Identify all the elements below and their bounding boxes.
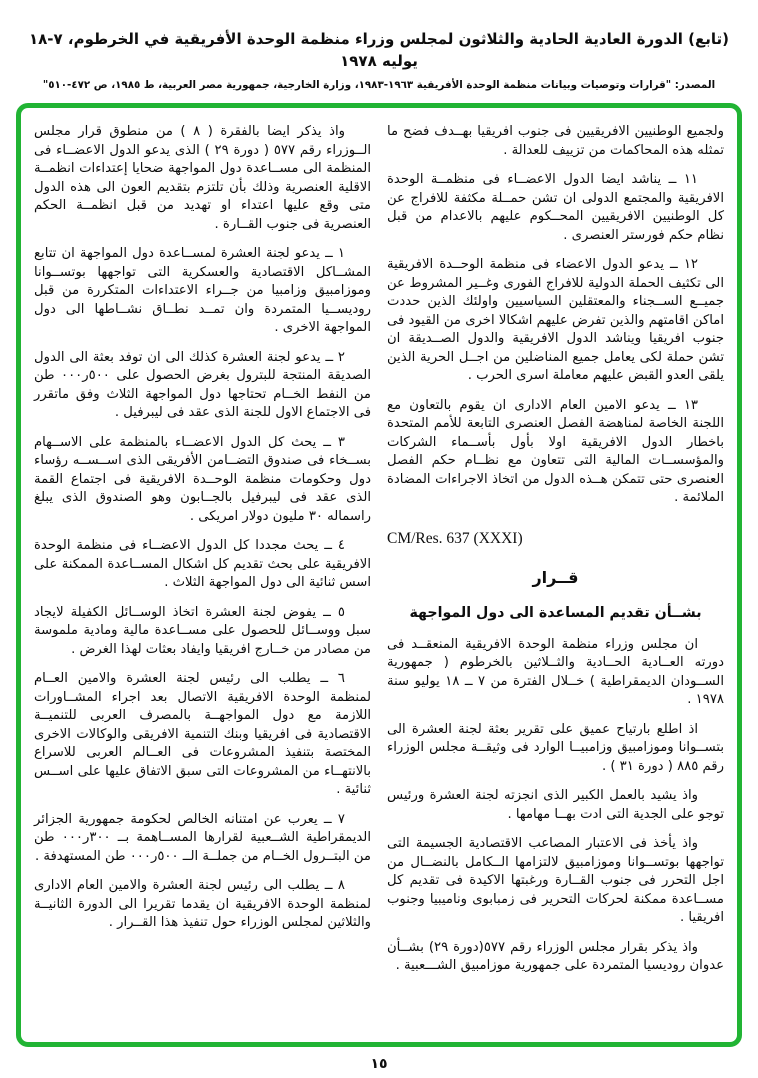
resolution-reference: CM/Res. 637 (XXXI): [387, 529, 523, 547]
paragraph-item-2: ٢ ــ يدعو لجنة العشرة كذلك الى ان توفد بعثة الى الدول الصديقة المنتجة للبترول بغرض الحصول على ٥٠٠ر٠٠٠ طن من النفط الخــام تحتاجها دول المواجهة الثلاث وفق ماتقرر فى الاجتماع الاول للجنة الذى عقد فى ليبرفيل .: [34, 349, 371, 420]
session-title: (تابع) الدورة العادية الحادية والثلاثون لمجلس وزراء منظمة الوحدة الأفريقية في الخرطوم، ٧-١٨ يوليه ١٩٧٨: [28, 30, 730, 70]
paragraph-continuation: ولجميع الوطنيين الافريقيين فى جنوب افريقيا بهــدف فضح ما تمثله هذه المحاكمات من تزييف للعدالة .: [387, 124, 724, 158]
content-frame: [16, 103, 742, 1047]
page-footer: [0, 1056, 758, 1072]
paragraph-item-8: ٨ ــ يطلب الى رئيس لجنة العشرة والامين العام الادارى لمنظمة الوحدة الافريقية ان يقدما تقريرا الى الدورة الثانيــة والثلاثين لمجلس الوزراء حول تنفيذ هذا القــرار .: [34, 878, 371, 930]
paragraph-preamble-1: ان مجلس وزراء منظمة الوحدة الافريقية المنعقــد فى دورته العــادية الحــادية والثــلاثين بالخرطوم ( جمهورية الســودان الديمقراطية ) خــلال الفترة من ٧ ــ ١٨ يوليو سنة ١٩٧٨ .: [387, 636, 724, 707]
column-right: [387, 123, 724, 1032]
column-left: [34, 123, 371, 1032]
paragraph-preamble-6: واذ يذكر ايضا بالفقرة ( ٨ ) من منطوق قرار مجلس الــوزراء رقم ٥٧٧ ( دورة ٢٩ ) الذى يدعو الدول الاعضــاء فى المنظمة الى مســاعدة دول المواجهة ضحايا إعتداءات انظمــة الاقلية العنصرية وذلك بأن تلتزم بتقديم العون الى هذه الدول متى وقع عليها اعتداء او تهديد من قبل انظمــة الحكم العنصرية فى جنوب القــارة .: [34, 124, 371, 232]
paragraph-preamble-4: واذ يأخذ فى الاعتبار المصاعب الاقتصادية الجسيمة التى تواجهها بوتســوانا وموزامبيق لالتزامها الــكامل بالنضــال من اجل التحرر فى جنوب القــارة ورغبتها الاكيدة فى تقديم كل مســاعدة ممكنة لحركات التحرير فى زمبابوى وناميبيا وجنوب افريقيا .: [387, 836, 724, 925]
paragraph-preamble-5: واذ يذكر بقرار مجلس الوزراء رقم ٥٧٧(دورة ٢٩) بشــأن عدوان روديسيا المتمردة على جمهورية موزامبيق الشـــعبية .: [387, 939, 724, 973]
page-header: [0, 28, 758, 92]
page-number: ١٥: [370, 1056, 388, 1072]
paragraph-item-5: ٥ ــ يفوض لجنة العشرة اتخاذ الوســائل الكفيلة لايجاد سبل ووســائل للحصول على مســاعدة مالية ومادية ملموسة من مصادر من خــارج افريقيا وايفاد بعثات لهذا الغرض .: [34, 604, 371, 657]
resolution-subject: بشــأن تقديم المساعدة الى دول المواجهة: [409, 604, 702, 621]
paragraph-item-3: ٣ ــ يحث كل الدول الاعضــاء بالمنظمة على الاســهام بســخاء فى صندوق التضــامن الأفريقى الذى اســســه رؤساء دول وحكومات منظمة الوحــدة الافريقية فى اجتماع القمة الذى عقد فى ليبرفيل بالجــابون وهو الصندوق الذى يبلغ راسماله ٣٠ مليون دولار امريكى .: [34, 434, 371, 524]
paragraph-item-13: ١٣ ــ يدعو الامين العام الادارى ان يقوم بالتعاون مع اللجنة الخاصة لمناهضة الفصل العنصرى التابعة للأمم المتحدة باخطار الدول الافريقية اولا بأول بأســماء الشركات والمؤسســات المالية التى تتعاون مع نظــام حكم الفصل العنصرى حتى تتمكن هــذه الدول من اتخاذ الاجراءات المضادة الملائمة .: [387, 397, 724, 505]
paragraph-preamble-2: اذ اطلع بارتياح عميق على تقرير بعثة لجنة العشرة الى بتســوانا وموزامبيق وزامبيــا الوارد فى وثيقــة مجلس الوزراء رقم ٨٨٥ ( دورة ٣١ ) .: [387, 721, 724, 774]
paragraph-item-11: ١١ ــ يناشد ايضا الدول الاعضــاء فى منظمــة الوحدة الافريقية والمجتمع الدولى ان تشن حمــلة مكثفة للافراج عن كل الوطنيين الافريقيين المحــكوم عليهم بالاعدام من قبل نظام حكم فورستر العنصرى .: [387, 172, 724, 243]
paragraph-item-4: ٤ ــ يحث مجددا كل الدول الاعضــاء فى منظمة الوحدة الافريقية على بحث تقديم كل اشكال المســاعدة الممكنة على اسس ثنائية الى دول المواجهة الثلاث .: [34, 538, 371, 590]
paragraph-item-7: ٧ ــ يعرب عن امتنانه الخالص لحكومة جمهورية الجزائر الديمقراطية الشــعبية لقرارها المســاهمة بــ ٣٠٠ر٠٠٠ طن من البتــرول الخــام من جملــة الــ ٥٠٠ر٠٠٠ طن المستهدفة .: [34, 811, 371, 864]
paragraph-item-12: ١٢ ــ يدعو الدول الاعضاء فى منظمة الوحــدة الافريقية الى تكثيف الحملة الدولية للافراج الفورى وغــير المشروط عن جميــع الســجناء والمعتقلين السياسيين واولئك الذين حددت اماكن اقامتهم والذين تفرض عليهم اشكالا اخرى من القيود فى جنوب افريقيا ويناشد الدول الافريقية والدول الصــديقة ان تشن حملة لكى يعامل جميع المناضلين من اجــل الحرية الذين يلقى العدو القبض عليهم معاملة اسرى الحرب .: [387, 257, 724, 383]
resolution-heading: قــرار: [532, 567, 579, 587]
source-citation: المصدر: "قرارات وتوصيات وبيانات منظمة الوحدة الأفريقية ١٩٦٣-١٩٨٣، وزارة الخارجية، جمهورية مصر العربية، ط ١٩٨٥، ص ٤٧٢-٥١٠": [42, 79, 716, 91]
paragraph-preamble-3: واذ يشيد بالعمل الكبير الذى انجزته لجنة العشرة ورئيس توجو على الجدية التى ادت بهــا مهامها .: [387, 788, 724, 822]
paragraph-item-1: ١ ــ يدعو لجنة العشرة لمســاعدة دول المواجهة ان تتابع المشــاكل الاقتصادية والعسكرية التى تواجهها بوتســوانا وموزامبيق وزامبيا من جــراء الاعتداءات المتكررة من قبل روديســيا المتمردة وان تمــد نطــاق نشــاطها الى دول المواجهة الاخرى .: [34, 246, 371, 335]
paragraph-item-6: ٦ ــ يطلب الى رئيس لجنة العشرة والامين العــام لمنظمة الوحدة الافريقية الاتصال بعد اجراء المشــاورات اللازمة مع دول المواجهــة بالمصرف العربى للتنميــة الاقتصادية فى افريقيا وبنك التنمية الافريقى والوكالات الاخرى المختصة بتنفيذ المشروعات فى العــالم العربى للاسراع بالانتهــاء من المشروعات التى سبق الاتفاق عليها على اســس ثنائية .: [34, 671, 371, 797]
